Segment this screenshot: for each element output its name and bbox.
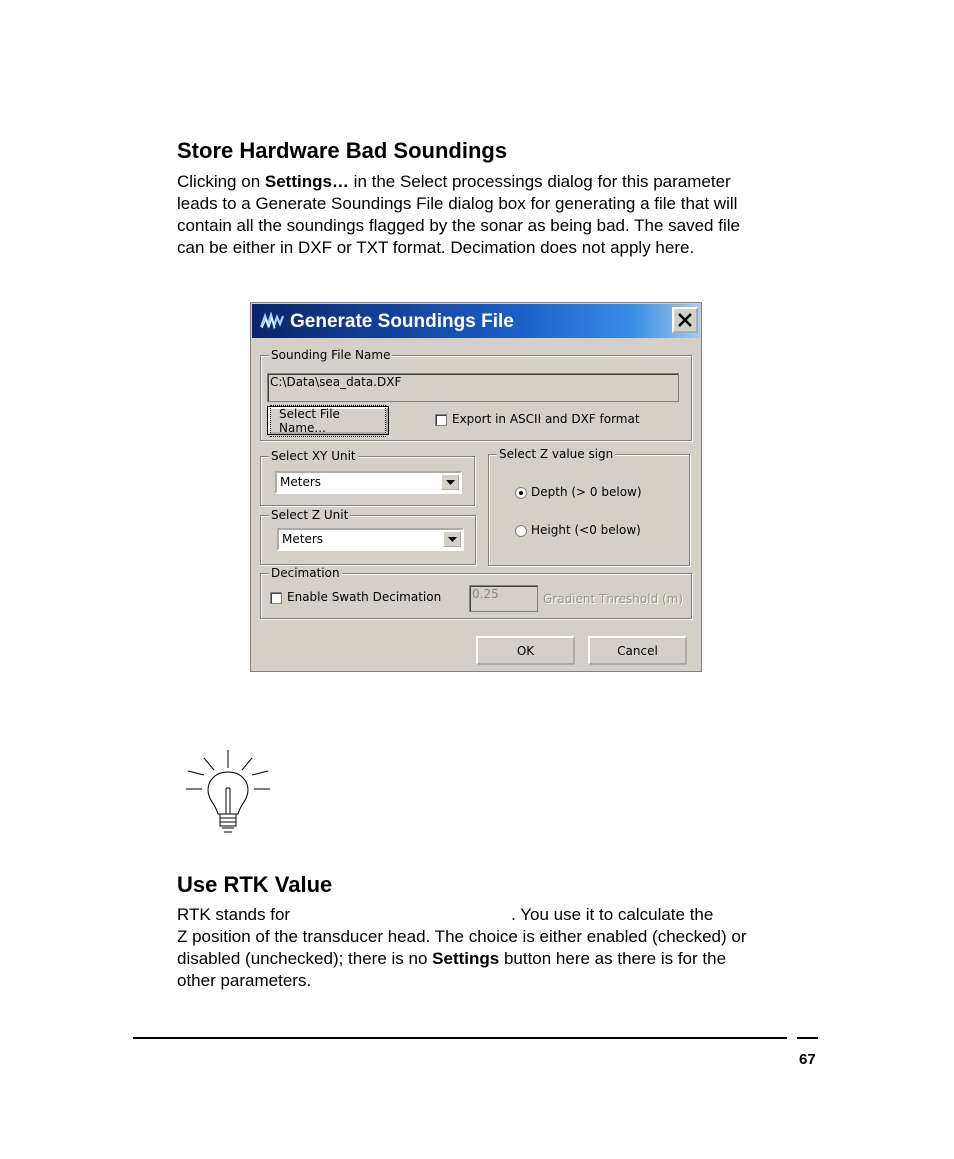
group-label: Select XY Unit (271, 449, 356, 463)
dialog-titlebar (252, 304, 700, 338)
export-ascii-dxf-checkbox[interactable] (435, 414, 447, 426)
dropdown-arrow-icon[interactable] (443, 531, 461, 547)
swath-checkbox-label: Enable Swath Decimation (287, 590, 442, 604)
group-label: Select Z Unit (271, 508, 349, 522)
footer-rule-short (797, 1037, 818, 1039)
section-paragraph: Clicking on Settings… in the Select processings dialog for this parameter leads to a Generate Soundings File dialog box for generating a file that will contain all the soundings flagged by the sonar as being bad. The saved file can be either in DXF or TXT format. Decimation does not apply here. (177, 172, 740, 257)
enable-swath-decimation-checkbox[interactable] (270, 592, 282, 604)
footer-rule (133, 1037, 787, 1039)
group-label: Decimation (271, 566, 340, 580)
select-file-name-button[interactable]: Select File Name... (268, 407, 388, 434)
dialog-title: Generate Soundings File (290, 311, 514, 332)
app-wave-icon (260, 312, 284, 330)
xy-unit-select[interactable]: Meters (275, 471, 462, 494)
group-label: Sounding File Name (271, 348, 391, 362)
height-radio-label: Height (<0 below) (531, 523, 641, 537)
section-heading-store-bad-soundings: Store Hardware Bad Soundings (177, 138, 508, 163)
gradient-threshold-label: Gradient Threshold (m) (543, 592, 684, 606)
z-sign-group (488, 447, 690, 566)
generate-soundings-dialog (250, 302, 702, 672)
close-icon (677, 312, 693, 328)
close-button[interactable] (672, 307, 698, 333)
file-path-field[interactable]: C:\Data\sea_data.DXF (267, 373, 679, 402)
page-number: 67 (799, 1051, 816, 1068)
gradient-threshold-field[interactable]: 0.25 (469, 585, 538, 612)
lightbulb-tip-icon (184, 748, 272, 838)
dropdown-arrow-icon[interactable] (441, 474, 459, 490)
depth-radio[interactable] (515, 487, 527, 499)
z-unit-select[interactable]: Meters (277, 528, 464, 551)
height-radio[interactable] (515, 525, 527, 537)
export-checkbox-label: Export in ASCII and DXF format (452, 412, 640, 426)
depth-radio-label: Depth (> 0 below) (531, 485, 642, 499)
section-heading-use-rtk: Use RTK Value (177, 872, 333, 897)
rtk-paragraph: RTK stands for . You use it to calculate the Z position of the transducer head. The choice is either enabled (checked) or disabled (unchecked); there is no Settings button here as there is for the other parameters. (177, 905, 747, 990)
ok-button[interactable]: OK (476, 636, 575, 665)
group-label: Select Z value sign (499, 447, 614, 461)
cancel-button[interactable]: Cancel (588, 636, 687, 665)
